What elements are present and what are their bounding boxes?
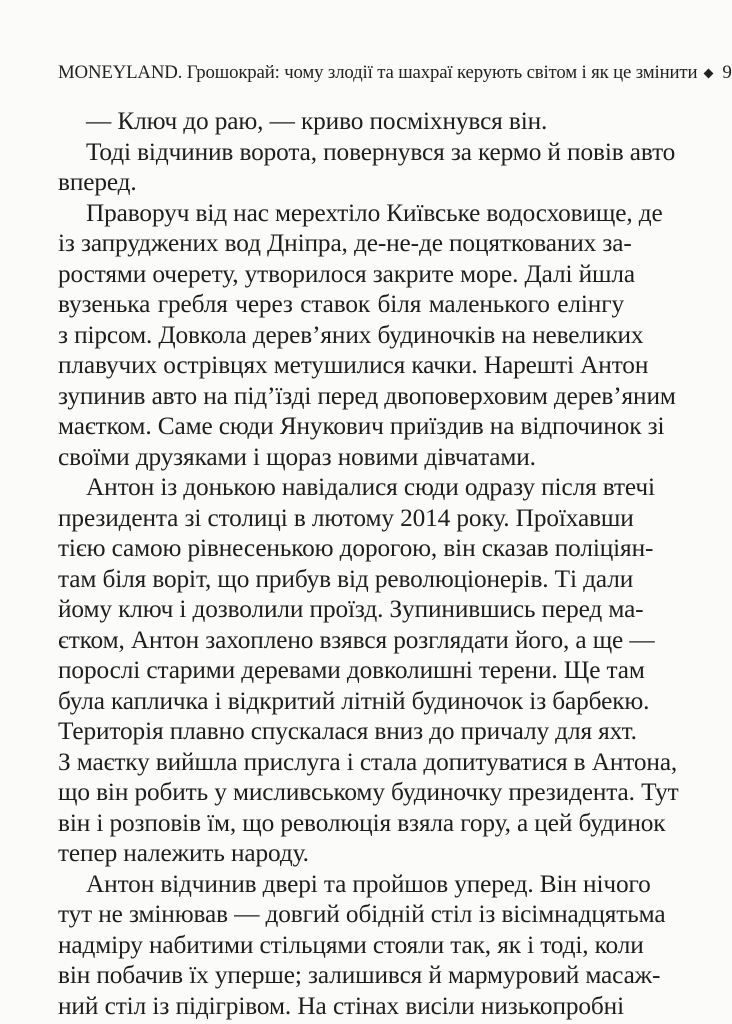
- text-line: там біля воріт, що прибув від революціонерів. Ті дали: [58, 564, 634, 593]
- text-line: ростями очерету, утворилося закрите море. Далі йшла: [58, 259, 636, 288]
- text-line: що він робить у мисливському будиночку президента. Тут: [58, 778, 679, 806]
- text-line: Антон відчинив двері та пройшов уперед. Він нічого: [86, 869, 651, 898]
- text-line: ний стіл із підігрівом. На стінах висіли низькопробні: [58, 991, 624, 1020]
- text-line: — Ключ до раю, — криво посміхнувся він.: [86, 107, 548, 135]
- text-line: з пірсом. Довкола дерев’яних будиночків на невеликих: [58, 320, 644, 349]
- text-line: порослі старими деревами довколишні терени. Ще там: [58, 656, 645, 684]
- running-header: [58, 58, 732, 88]
- paragraph: [58, 106, 624, 137]
- text-line: тією самою рівнесенькою дорогою, він сказав поліціян-: [58, 534, 654, 562]
- running-title: MONEYLAND. Грошокрай: чому злодії та шахраї керують світом і як це змінити: [58, 62, 698, 83]
- text-line: вузенька гребля через ставок біля маленького елінгу: [58, 290, 624, 318]
- paragraph: [58, 472, 679, 869]
- text-line: Територія плавно спускалася вниз до причалу для яхт.: [58, 717, 637, 745]
- paragraph: [58, 137, 676, 198]
- text-line: тепер належить народу.: [58, 839, 309, 867]
- text-line: Антон із донькою навідалися сюди одразу після втечі: [86, 473, 655, 501]
- paragraph: [58, 198, 676, 473]
- page-marker: [705, 58, 731, 88]
- text-line: Праворуч від нас мерехтіло Київське водосховище, де: [86, 198, 663, 227]
- text-line: він побачив їх уперше; залишився й мармуровий масаж-: [58, 961, 661, 989]
- text-line: єтком, Антон захоплено взявся розглядати його, а ще —: [58, 625, 655, 654]
- paragraph: [58, 869, 666, 1022]
- text-line: президента зі столиці в лютому 2014 року. Проїхавши: [58, 503, 634, 532]
- text-line: була капличка і відкритий літній будиночок із барбекю.: [58, 686, 650, 715]
- text-line: йому ключ і дозволили проїзд. Зупинившись перед ма-: [58, 595, 644, 623]
- text-line: Тоді відчинив ворота, повернувся за кермо й повів авто: [86, 137, 676, 166]
- text-line: він і розповів їм, що революція взяла гору, а цей будинок: [58, 808, 666, 837]
- text-line: зупинив авто на під’їзді перед двоповерховим дерев’яним: [58, 381, 676, 410]
- body-text: [58, 106, 679, 1021]
- text-line: надміру набитими стільцями стояли так, як і тоді, коли: [58, 930, 644, 959]
- text-line: вперед.: [58, 168, 137, 196]
- text-line: маєтком. Саме сюди Янукович приїздив на відпочинок зі: [58, 412, 665, 440]
- text-line: З маєтку вийшла прислуга і стала допитуватися в Антона,: [58, 747, 678, 776]
- text-line: тут не змінював — довгий обідній стіл із вісімнадцятьма: [58, 900, 666, 928]
- diamond-icon: [704, 69, 714, 79]
- text-line: плавучих острівцях метушилися качки. Нарешті Антон: [58, 351, 649, 379]
- text-line: своїми друзяками і щораз новими дівчатами.: [58, 442, 536, 471]
- text-line: із запруджених вод Дніпра, де-не-де поцяткованих за-: [58, 229, 632, 257]
- page-number: 9: [722, 62, 732, 83]
